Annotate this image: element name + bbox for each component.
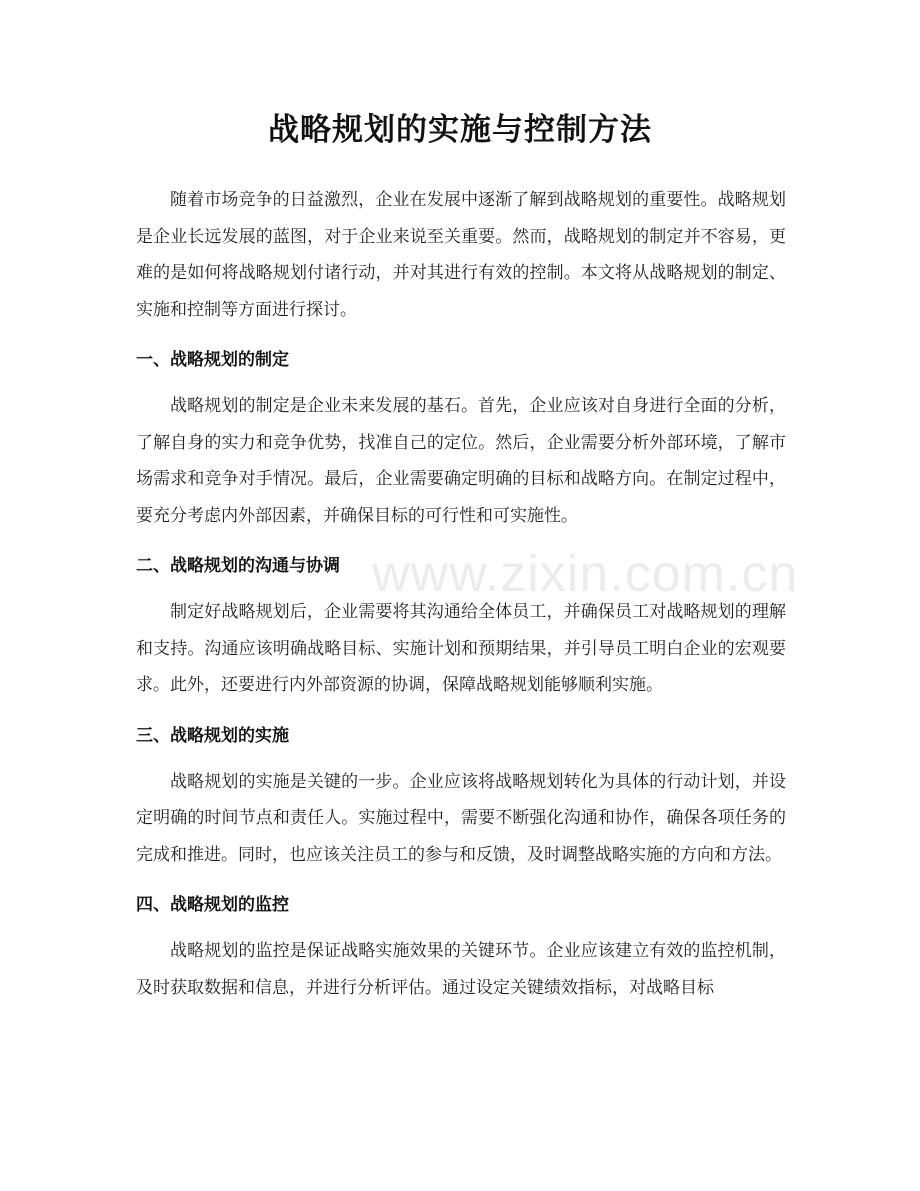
section-heading: 三、战略规划的实施: [136, 725, 289, 746]
intro-paragraph: 随着市场竞争的日益激烈，企业在发展中逐渐了解到战略规划的重要性。战略规划是企业长远发展的蓝图，对于企业来说至关重要。然而，战略规划的制定并不容易，更难的是如何将战略规划付诸行动，并对其进行有效的控制。本文将从战略规划的制定、实施和控制等方面进行探讨。: [136, 190, 786, 320]
section-paragraph: 战略规划的实施是关键的一步。企业应该将战略规划转化为具体的行动计划，并设定明确的时间节点和责任人。实施过程中，需要不断强化沟通和协作，确保各项任务的完成和推进。同时，也应该关注员工的参与和反馈，及时调整战略实施的方向和方法。: [136, 771, 786, 865]
section-4: [136, 887, 786, 1006]
section-2: [136, 548, 786, 718]
section-paragraph: 战略规划的监控是保证战略实施效果的关键环节。企业应该建立有效的监控机制，及时获取数据和信息，并进行分析评估。通过设定关键绩效指标，对战略目标: [136, 941, 786, 998]
section-paragraph: 战略规划的制定是企业未来发展的基石。首先，企业应该对自身进行全面的分析，了解自身的实力和竞争优势，找准自己的定位。然后，企业需要分析外部环境，了解市场需求和竞争对手情况。最后，企业需要确定明确的目标和战略方向。在制定过程中，要充分考虑内外部因素，并确保目标的可行性和可实施性。: [136, 396, 786, 526]
section-3: [136, 718, 786, 888]
document-body: [136, 182, 786, 1006]
watermark: www.zixin.com.cn: [372, 545, 799, 603]
section-heading: 二、战略规划的沟通与协调: [136, 556, 340, 576]
section-1: [136, 342, 786, 548]
section-heading: 一、战略规划的制定: [136, 350, 289, 370]
document-title: 战略规划的实施与控制方法: [268, 112, 652, 148]
section-heading: 四、战略规划的监控: [136, 895, 289, 915]
section-paragraph: 制定好战略规划后，企业需要将其沟通给全体员工，并确保员工对战略规划的理解和支持。沟通应该明确战略目标、实施计划和预期结果，并引导员工明白企业的宏观要求。此外，还要进行内外部资源的协调，保障战略规划能够顺利实施。: [136, 602, 786, 695]
